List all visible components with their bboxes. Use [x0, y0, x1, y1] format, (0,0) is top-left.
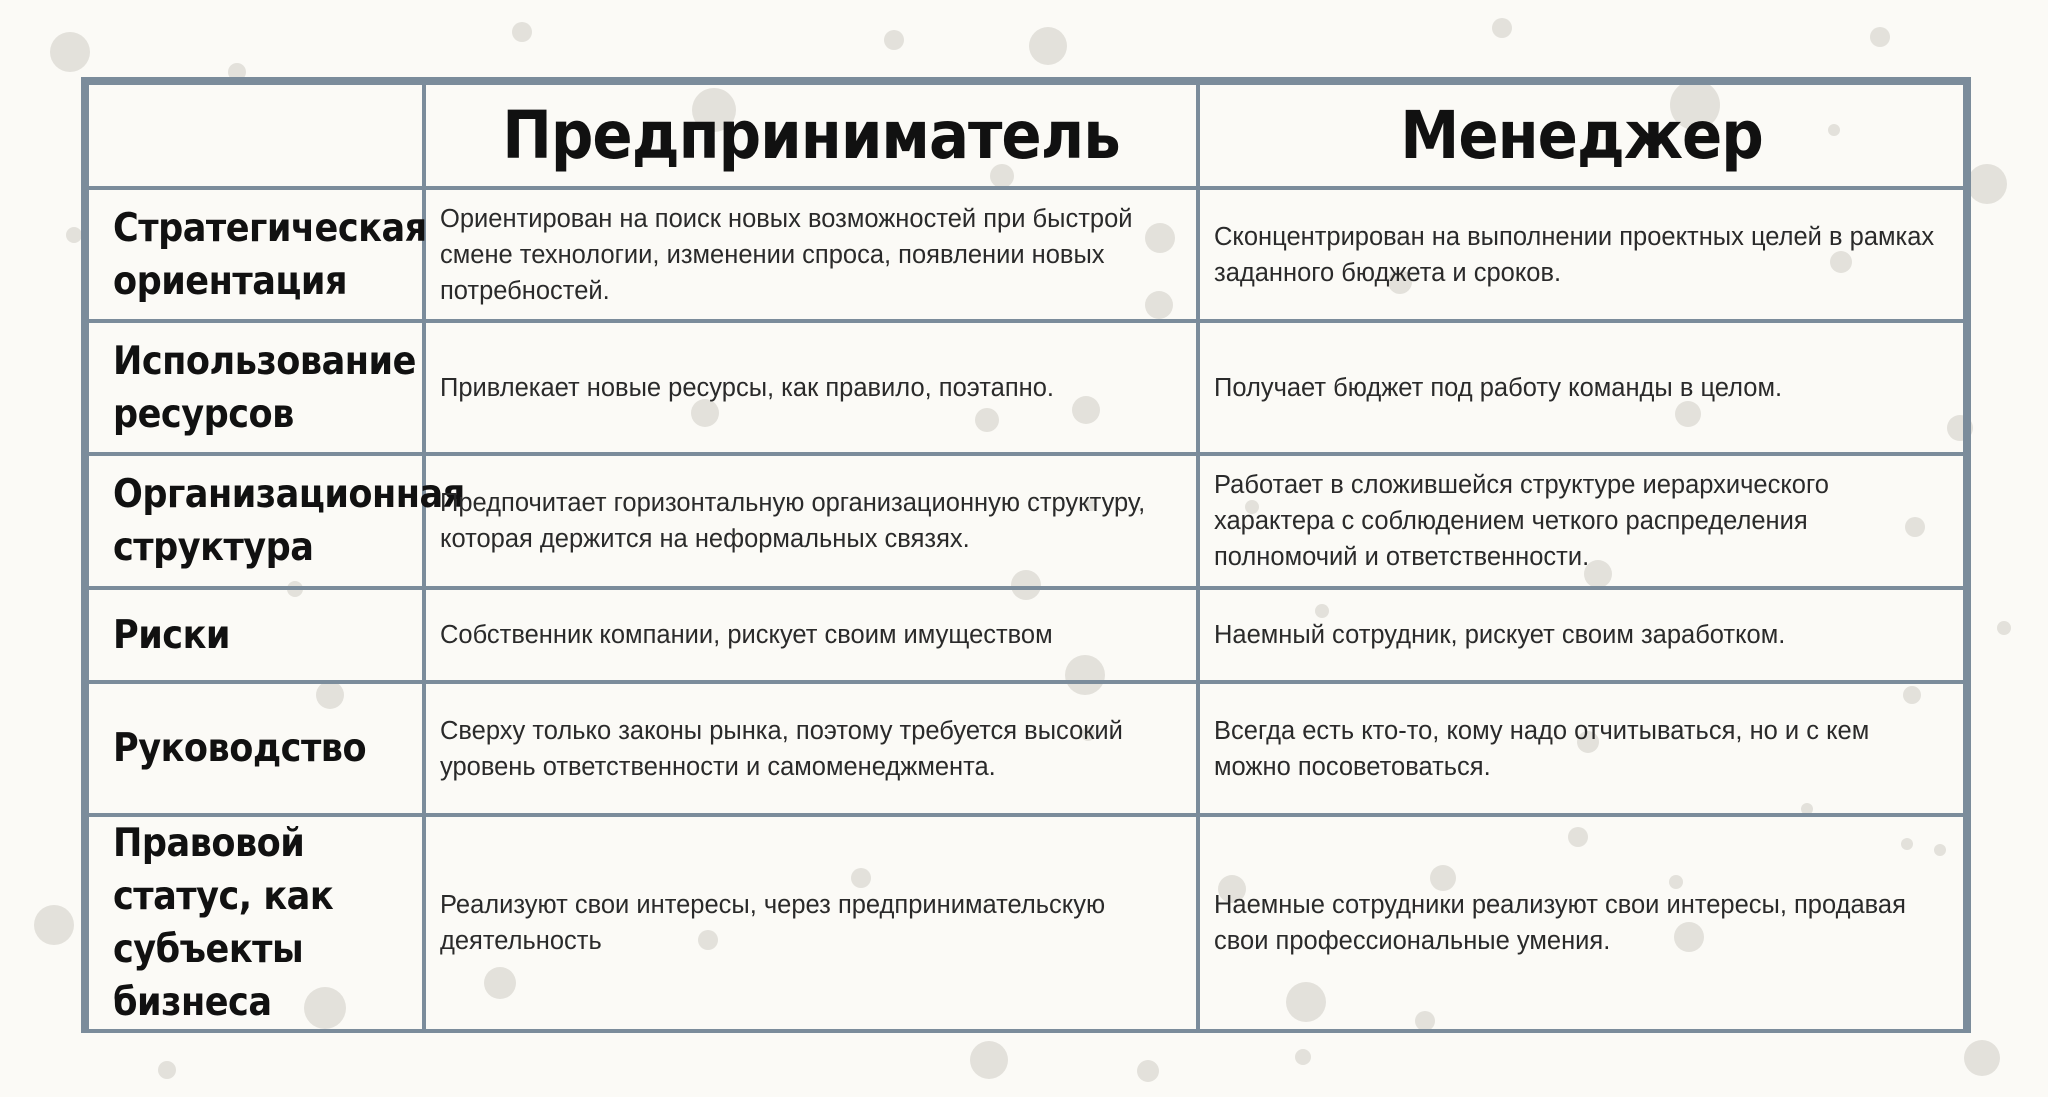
background-dot — [1492, 18, 1512, 38]
header-row — [87, 83, 1965, 188]
header-empty — [87, 83, 424, 188]
background-dot — [1967, 164, 2007, 204]
manager-cell: Сконцентрирован на выполнении проектных целей в рамках заданного бюджета и сроков. — [1198, 188, 1965, 321]
background-dot — [512, 22, 532, 42]
header-manager: Менеджер — [1198, 83, 1965, 188]
background-dot — [158, 1061, 176, 1079]
comparison-table — [81, 77, 1971, 1033]
table-row — [87, 588, 1965, 682]
manager-cell: Получает бюджет под работу команды в целом. — [1198, 321, 1965, 454]
table-row — [87, 682, 1965, 815]
entrepreneur-cell: Привлекает новые ресурсы, как правило, поэтапно. — [424, 321, 1198, 454]
manager-cell: Работает в сложившейся структуре иерархического характера с соблюдением четкого распределения полномочий и ответственности. — [1198, 454, 1965, 588]
background-dot — [970, 1041, 1008, 1079]
row-label: Стратегическая ориентация — [87, 188, 424, 321]
entrepreneur-cell: Ориентирован на поиск новых возможностей при быстрой смене технологии, изменении спроса, появлении новых потребностей. — [424, 188, 1198, 321]
row-label: Риски — [87, 588, 424, 682]
row-label: Правовой статус, как субъекты бизнеса — [87, 815, 424, 1031]
table-row — [87, 815, 1965, 1031]
entrepreneur-cell: Реализуют свои интересы, через предпринимательскую деятельность — [424, 815, 1198, 1031]
background-dot — [884, 30, 904, 50]
manager-cell: Наемный сотрудник, рискует своим заработком. — [1198, 588, 1965, 682]
row-label: Руководство — [87, 682, 424, 815]
manager-cell: Наемные сотрудники реализуют свои интересы, продавая свои профессиональные умения. — [1198, 815, 1965, 1031]
background-dot — [34, 905, 74, 945]
table-row — [87, 454, 1965, 588]
background-dot — [1997, 621, 2011, 635]
background-dot — [66, 227, 82, 243]
entrepreneur-cell: Сверху только законы рынка, поэтому требуется высокий уровень ответственности и самоменеджмента. — [424, 682, 1198, 815]
background-dot — [50, 32, 90, 72]
row-label: Организационная структура — [87, 454, 424, 588]
manager-cell: Всегда есть кто-то, кому надо отчитываться, но и с кем можно посоветоваться. — [1198, 682, 1965, 815]
row-label: Использование ресурсов — [87, 321, 424, 454]
table-row — [87, 188, 1965, 321]
entrepreneur-cell: Предпочитает горизонтальную организационную структуру, которая держится на неформальных связях. — [424, 454, 1198, 588]
background-dot — [1964, 1040, 2000, 1076]
background-dot — [1137, 1060, 1159, 1082]
entrepreneur-cell: Собственник компании, рискует своим имуществом — [424, 588, 1198, 682]
background-dot — [1295, 1049, 1311, 1065]
header-entrepreneur: Предприниматель — [424, 83, 1198, 188]
table-row — [87, 321, 1965, 454]
background-dot — [1029, 27, 1067, 65]
background-dot — [1870, 27, 1890, 47]
